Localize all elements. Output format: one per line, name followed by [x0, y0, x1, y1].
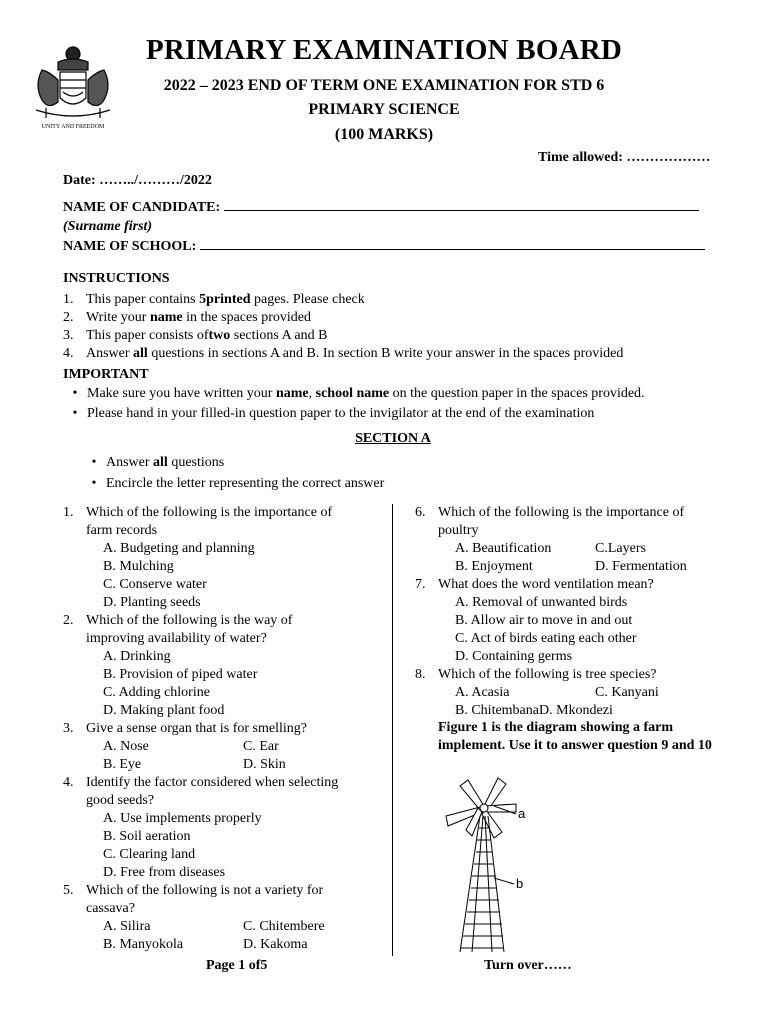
- turn-over: Turn over……: [484, 958, 572, 973]
- surname-note: (Surname first): [63, 219, 153, 234]
- left-column: 1. Which of the following is the importance of farm records A. Budgeting and planning B. Mulching C. Conserve water D. Planting seeds 2. Which of the following is the way of improving availability of water? A. Drinking B. Provision of piped water C. Adding chlorine D. Making plant food 3. Give a sense organ that is for smelling? A. Nose C. Ear B. Eye D. Skin 4. Identify the factor considered when selecting good seeds? A. Use implements properly B. Soil aeration C. Clearing land D. Free from diseases 5. Which of the following is not a variety for cassava? A. Silira C. Chitembere B. Manyokola D. Kakoma: [63, 505, 339, 952]
- option-a[interactable]: A. Budgeting and planning: [103, 541, 255, 556]
- instruction-item: 1. This paper contains 5printed pages. Please check: [63, 292, 365, 307]
- option-a[interactable]: A. Use implements properly: [103, 811, 262, 826]
- instructions-list: [63, 291, 723, 363]
- section-a-title: SECTION A: [355, 431, 431, 446]
- column-divider: [392, 504, 393, 956]
- option-a[interactable]: A. Beautification: [455, 541, 552, 556]
- school-name-row[interactable]: [63, 239, 723, 255]
- school-name-line[interactable]: [200, 249, 705, 250]
- candidate-name-line[interactable]: [224, 210, 699, 211]
- instruction-item: 4. Answer all questions in sections A and B. In section B write your answer in the spaces provided: [63, 346, 624, 361]
- important-item: • Make sure you have written your name, school name on the question paper in the spaces provided.: [72, 386, 645, 401]
- option-a[interactable]: A. Acasia: [455, 685, 510, 700]
- exam-title: 2022 – 2023 END OF TERM ONE EXAMINATION FOR STD 6: [163, 77, 605, 94]
- option-a[interactable]: A. Removal of unwanted birds: [455, 595, 628, 610]
- svg-text:UNITY AND FREEDOM: UNITY AND FREEDOM: [41, 124, 105, 130]
- option-d[interactable]: D. Kakoma: [243, 937, 308, 952]
- option-b[interactable]: B. Eye: [103, 757, 142, 772]
- option-d[interactable]: D. Skin: [243, 757, 286, 772]
- option-c[interactable]: C. Clearing land: [103, 847, 196, 862]
- option-c[interactable]: C. Ear: [243, 739, 279, 754]
- important-item: • Please hand in your filled-in question paper to the invigilator at the end of the examination: [72, 406, 595, 421]
- option-a[interactable]: A. Drinking: [103, 649, 171, 664]
- date-field[interactable]: Date: ……../………/2022: [63, 173, 212, 188]
- option-c[interactable]: C. Act of birds eating each other: [455, 631, 637, 646]
- option-d[interactable]: D. Fermentation: [595, 559, 687, 574]
- option-c[interactable]: C. Adding chlorine: [103, 685, 210, 700]
- option-c[interactable]: C. Conserve water: [103, 577, 207, 592]
- board-title: PRIMARY EXAMINATION BOARD: [145, 34, 623, 66]
- label-a: a: [518, 806, 526, 821]
- subject-title: PRIMARY SCIENCE: [308, 101, 460, 118]
- section-a-rule: • Answer all questions: [91, 455, 225, 470]
- option-b[interactable]: B. Soil aeration: [103, 829, 191, 844]
- option-a[interactable]: A. Silira: [103, 919, 151, 934]
- option-c[interactable]: C. Kanyani: [595, 685, 659, 700]
- option-b[interactable]: B. Manyokola: [103, 937, 184, 952]
- option-d[interactable]: D. Free from diseases: [103, 865, 226, 880]
- instruction-item: 2. Write your name in the spaces provided: [63, 310, 311, 325]
- option-b[interactable]: B. Enjoyment: [455, 559, 533, 574]
- instructions-title: INSTRUCTIONS: [63, 271, 170, 286]
- school-name-label: NAME OF SCHOOL:: [63, 239, 197, 254]
- option-d[interactable]: D. Making plant food: [103, 703, 225, 718]
- instruction-item: 3. This paper consists oftwo sections A and B: [63, 328, 328, 343]
- label-b: b: [516, 876, 524, 891]
- candidate-name-row[interactable]: [63, 200, 718, 216]
- option-b[interactable]: B. Mulching: [103, 559, 174, 574]
- option-b-d[interactable]: B. ChitembanaD. Mkondezi: [455, 703, 613, 718]
- windmill-figure: [432, 776, 542, 954]
- marks-title: (100 MARKS): [334, 126, 434, 143]
- option-a[interactable]: A. Nose: [103, 739, 149, 754]
- important-title: IMPORTANT: [63, 367, 149, 382]
- figure-caption: Figure 1 is the diagram showing a farm implement. Use it to answer question 9 and 10: [438, 720, 712, 753]
- time-allowed: Time allowed: ………………: [538, 150, 711, 165]
- option-c[interactable]: C. Chitembere: [243, 919, 325, 934]
- option-b[interactable]: B. Allow air to move in and out: [455, 613, 633, 628]
- option-c[interactable]: C.Layers: [595, 541, 646, 556]
- option-b[interactable]: B. Provision of piped water: [103, 667, 258, 682]
- option-d[interactable]: D. Planting seeds: [103, 595, 201, 610]
- section-a-rule: • Encircle the letter representing the correct answer: [91, 476, 385, 491]
- candidate-name-label: NAME OF CANDIDATE:: [63, 200, 221, 215]
- option-d[interactable]: D. Containing germs: [455, 649, 573, 664]
- page-number: Page 1 of5: [206, 958, 268, 973]
- right-column: 6. Which of the following is the importance of poultry A. Beautification C.Layers B. Enjoyment D. Fermentation 7. What does the word ventilation mean? A. Removal of unwanted birds B. Allow air to move in and out C. Act of birds eating each other D. Containing germs 8. Which of the following is tree species? A. Acasia C. Kanyani B. ChitembanaD. Mkondezi: [415, 505, 687, 718]
